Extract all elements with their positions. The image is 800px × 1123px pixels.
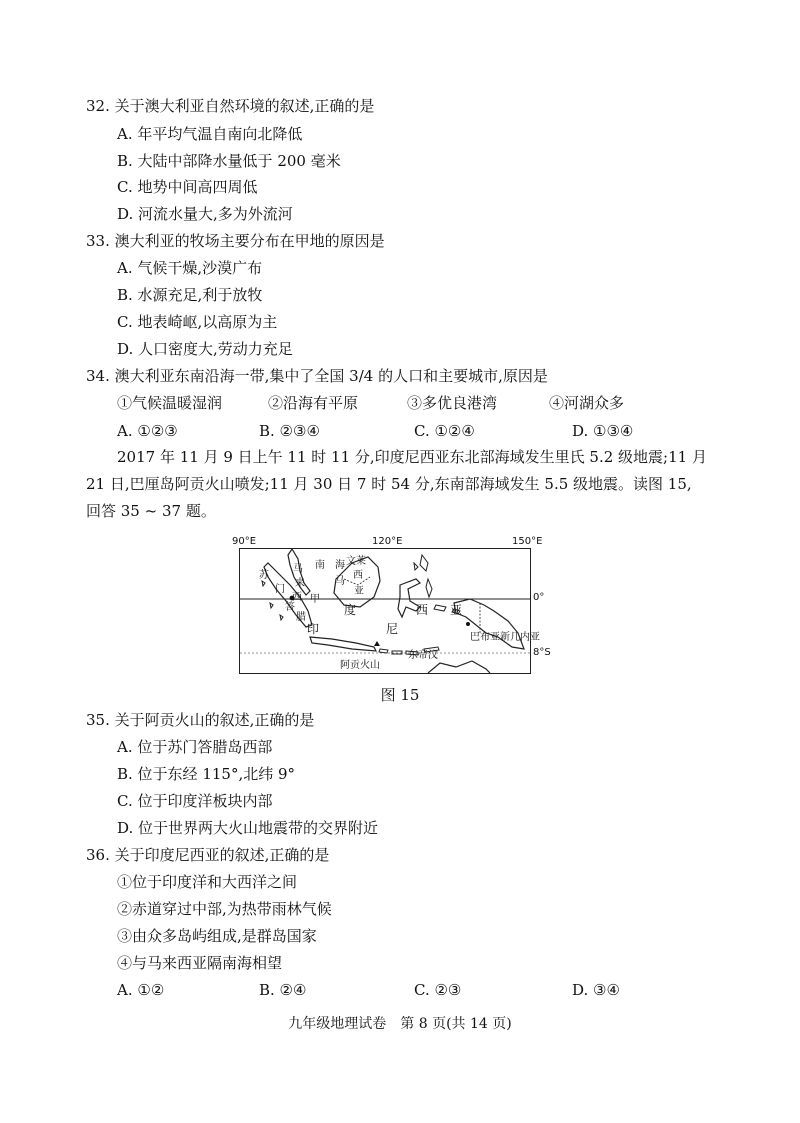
question-36-item-1: ①位于印度洋和大西洋之间 xyxy=(117,873,298,891)
label-da: 答 xyxy=(285,602,295,613)
question-35-option-c: C. 位于印度洋板块内部 xyxy=(117,792,273,810)
question-36-option-a: A. ①② xyxy=(117,981,165,999)
label-papua-new-guinea: 巴布亚新几内亚 xyxy=(470,632,540,643)
page-footer: 九年级地理试卷 第 8 页(共 14 页) xyxy=(288,1016,512,1032)
intro-line-3: 回答 35 ~ 37 题。 xyxy=(86,502,216,520)
philippines-shape xyxy=(414,555,428,571)
figure-caption: 图 15 xyxy=(380,686,420,704)
question-34-stem: 34. 澳大利亚东南沿海一带,集中了全国 3/4 的人口和主要城市,原因是 xyxy=(86,367,548,385)
label-ma-borneo: 马 xyxy=(335,576,345,587)
question-35-option-b: B. 位于东经 115°,北纬 9° xyxy=(117,765,296,783)
question-34-item-3: ③多优良港湾 xyxy=(407,394,498,412)
label-ma-peninsula: 马 xyxy=(293,564,303,575)
question-36-item-2: ②赤道穿过中部,为热带雨林气候 xyxy=(117,900,332,918)
australia-coast-shape xyxy=(428,661,490,673)
label-south-china-sea: 南 海 xyxy=(315,560,345,571)
lon-label-150e: 150°E xyxy=(512,536,543,547)
question-35-option-d: D. 位于世界两大火山地震带的交界附近 xyxy=(117,819,379,837)
label-yin: 印 xyxy=(307,622,320,636)
label-la: 腊 xyxy=(296,612,306,623)
question-33-stem: 33. 澳大利亚的牧场主要分布在甲地的原因是 xyxy=(86,232,385,250)
label-su: 苏 xyxy=(259,570,269,581)
label-east-timor: 东帝汶 xyxy=(408,650,438,661)
question-33-option-c: C. 地表崎岖,以高原为主 xyxy=(117,313,278,331)
map-graphic xyxy=(240,549,530,673)
question-34-option-d: D. ①③④ xyxy=(572,422,634,440)
label-du: 度 xyxy=(344,603,357,617)
question-32-stem: 32. 关于澳大利亚自然环境的叙述,正确的是 xyxy=(86,97,375,115)
question-35-option-a: A. 位于苏门答腊岛西部 xyxy=(117,738,273,756)
question-36-option-c: C. ②③ xyxy=(414,981,462,999)
lat-label-8s: 8°S xyxy=(533,647,551,658)
intro-line-2: 21 日,巴厘岛阿贡火山喷发;11 月 30 日 7 时 54 分,东南部海域发生 5.5 级地震。读图 15, xyxy=(86,475,692,493)
intro-line-1: 2017 年 11 月 9 日上午 11 时 11 分,印度尼西亚东北部海域发生里氏 5.2 级地震;11 月 xyxy=(117,448,707,466)
label-agung-volcano: 阿贡火山 xyxy=(340,660,380,671)
label-xi: 西 xyxy=(416,603,429,617)
agung-volcano-marker xyxy=(374,641,380,646)
label-ya-borneo: 亚 xyxy=(354,586,364,597)
indonesia-map xyxy=(239,548,531,674)
question-32-option-a: A. 年平均气温自南向北降低 xyxy=(117,125,303,143)
question-34-item-2: ②沿海有平原 xyxy=(268,394,359,412)
question-36-option-b: B. ②④ xyxy=(259,981,307,999)
lon-label-90e: 90°E xyxy=(232,536,257,547)
question-33-option-d: D. 人口密度大,劳动力充足 xyxy=(117,340,293,358)
lon-label-120e: 120°E xyxy=(372,536,403,547)
question-36-stem: 36. 关于印度尼西亚的叙述,正确的是 xyxy=(86,846,330,864)
question-34-item-4: ④河湖众多 xyxy=(549,394,625,412)
question-32-option-c: C. 地势中间高四周低 xyxy=(117,178,258,196)
question-32-option-d: D. 河流水量大,多为外流河 xyxy=(117,205,293,223)
question-34-item-1: ①气候温暖湿润 xyxy=(117,394,223,412)
java-shape xyxy=(310,637,376,651)
earthquake-marker-east xyxy=(466,622,470,626)
question-33-option-a: A. 气候干燥,沙漠广布 xyxy=(117,259,263,277)
label-xi-peninsula: 西 xyxy=(292,592,302,603)
question-34-option-b: B. ②③④ xyxy=(259,422,320,440)
question-36-item-4: ④与马来西亚隔南海相望 xyxy=(117,954,283,972)
label-brunei: 文莱 xyxy=(346,556,366,567)
question-36-item-3: ③由众多岛屿组成,是群岛国家 xyxy=(117,927,317,945)
question-35-stem: 35. 关于阿贡火山的叙述,正确的是 xyxy=(86,711,315,729)
label-ya: 亚 xyxy=(450,603,463,617)
lat-label-equator: 0° xyxy=(533,592,545,603)
label-jia: 甲 xyxy=(310,594,320,605)
question-34-option-a: A. ①②③ xyxy=(117,422,178,440)
question-32-option-b: B. 大陆中部降水量低于 200 毫米 xyxy=(117,152,341,170)
question-34-option-c: C. ①②④ xyxy=(414,422,475,440)
question-33-option-b: B. 水源充足,利于放牧 xyxy=(117,286,263,304)
label-lai: 来 xyxy=(295,578,305,589)
question-36-option-d: D. ③④ xyxy=(572,981,620,999)
label-ni: 尼 xyxy=(386,622,399,636)
label-xi-borneo: 西 xyxy=(353,570,363,581)
label-men: 门 xyxy=(275,584,285,595)
